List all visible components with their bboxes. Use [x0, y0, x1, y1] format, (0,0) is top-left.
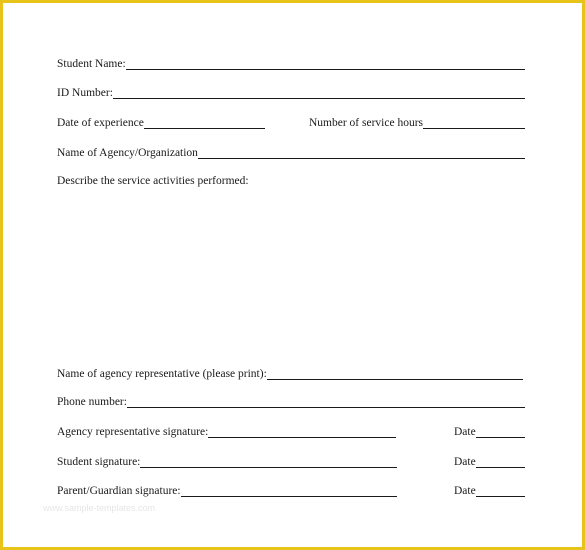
service-hours-row [309, 114, 525, 130]
student-date-field[interactable] [476, 455, 525, 468]
student-name-field[interactable] [126, 57, 525, 70]
agency-name-label: Name of Agency/Organization [57, 147, 198, 159]
parent-date-label: Date [454, 485, 476, 497]
date-of-experience-row [57, 114, 265, 130]
phone-row [57, 393, 525, 409]
parent-date-field[interactable] [476, 484, 525, 497]
rep-signature-field[interactable] [208, 425, 396, 438]
parent-signature-row [57, 482, 397, 498]
watermark-text: www.sample-templates.com [43, 503, 156, 513]
agency-name-row [57, 144, 525, 160]
student-date-label: Date [454, 456, 476, 468]
agency-name-field[interactable] [198, 146, 525, 159]
rep-signature-row [57, 423, 396, 439]
id-number-label: ID Number: [57, 87, 113, 99]
date-of-experience-field[interactable] [144, 116, 265, 129]
rep-date-row [454, 423, 525, 439]
student-signature-field[interactable] [140, 455, 397, 468]
service-hours-field[interactable] [423, 116, 525, 129]
student-date-row [454, 453, 525, 469]
parent-date-row [454, 482, 525, 498]
representative-name-label: Name of agency representative (please print): [57, 368, 267, 380]
service-hours-label: Number of service hours [309, 117, 424, 129]
describe-row [57, 172, 525, 188]
student-signature-row [57, 453, 397, 469]
rep-signature-label: Agency representative signature: [57, 426, 209, 438]
representative-name-row [57, 365, 523, 381]
student-name-label: Student Name: [57, 58, 126, 70]
student-name-row [57, 55, 525, 71]
id-number-row [57, 84, 525, 100]
representative-name-field[interactable] [267, 367, 523, 380]
parent-signature-label: Parent/Guardian signature: [57, 485, 181, 497]
parent-signature-field[interactable] [181, 484, 397, 497]
student-signature-label: Student signature: [57, 456, 141, 468]
phone-field[interactable] [127, 395, 525, 408]
describe-activities-area[interactable] [57, 193, 525, 353]
rep-date-label: Date [454, 426, 476, 438]
phone-label: Phone number: [57, 396, 127, 408]
rep-date-field[interactable] [476, 425, 525, 438]
describe-label: Describe the service activities performed: [57, 175, 249, 187]
date-of-experience-label: Date of experience [57, 117, 144, 129]
id-number-field[interactable] [113, 86, 525, 99]
